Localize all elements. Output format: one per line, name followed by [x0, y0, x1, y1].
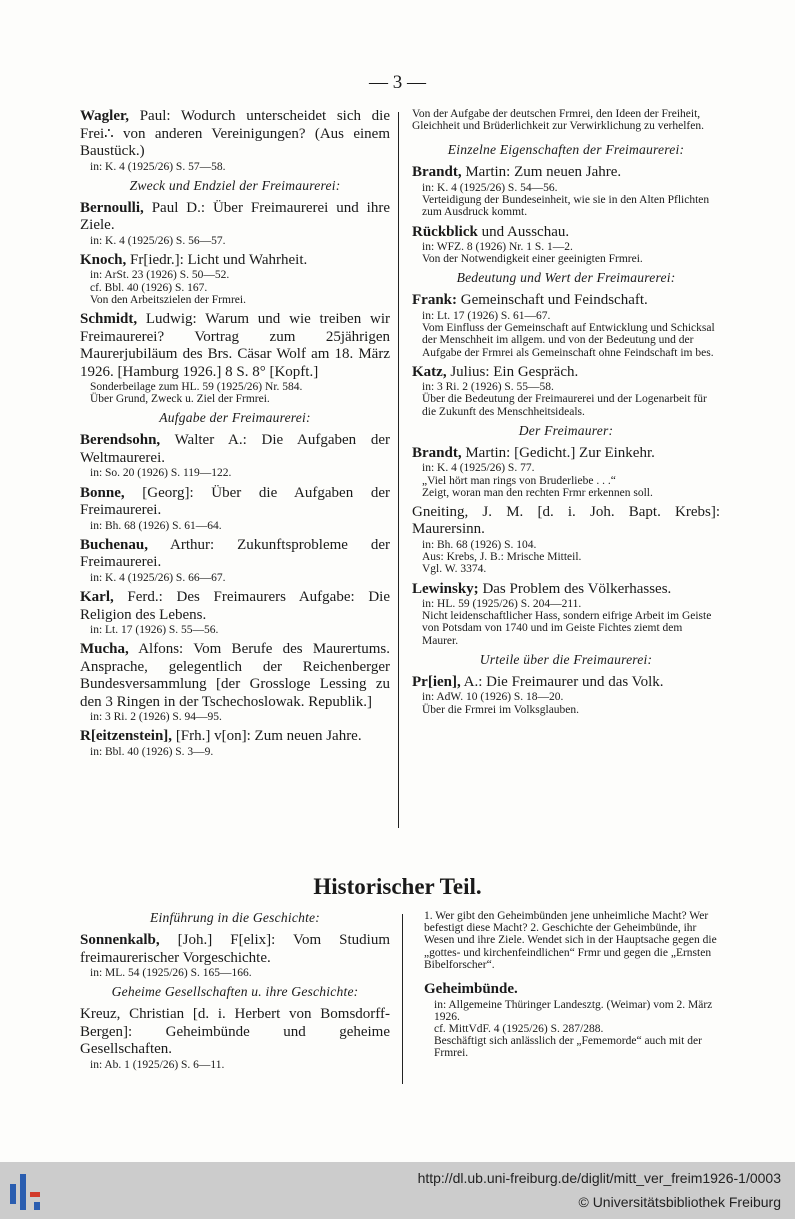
entry-title: Gneiting, J. M. [d. i. Joh. Bapt. Krebs]: Maurersinn.	[412, 503, 720, 538]
section-subheading: Geheime Gesellschaften u. ihre Geschichte:	[111, 984, 359, 1000]
section-subheading: Aufgabe der Freimaurerei:	[159, 410, 311, 426]
author-name: Lewinsky;	[412, 580, 479, 597]
entry-detail: in: So. 20 (1926) S. 119—122.	[90, 467, 232, 480]
section-subheading: Bedeutung und Wert der Freimaurerei:	[456, 270, 676, 286]
author-name: Rückblick	[412, 223, 478, 240]
entry-title: [Georg]: Über die Aufgaben der Freimaurerei.	[80, 484, 390, 519]
bibliography-entry	[424, 981, 720, 1060]
bibliography-entry	[80, 1006, 390, 1071]
bibliography-entry	[412, 224, 720, 266]
entry-heading	[412, 364, 720, 382]
entry-detail: Aus: Krebs, J. B.: Mrische Mitteil.	[422, 551, 582, 564]
entry-detail: in: K. 4 (1925/26) S. 66—67.	[90, 571, 226, 584]
entry-detail: in: Ab. 1 (1925/26) S. 6—11.	[90, 1058, 225, 1071]
entry-detail: in: ML. 54 (1925/26) S. 165—166.	[90, 967, 252, 979]
entry-title: und Ausschau.	[477, 223, 570, 240]
entry-title: Ludwig: Warum und wie treiben wir Freimaurerei? Vortrag zum 25jährigen Maurerjubiläum des Brs. Cäsar Wolf am 18. März 1926. [Hamburg 1926.] 8 S. 8° [Kopft.]	[80, 311, 390, 380]
entry-detail: Zeigt, woran man den rechten Frmr erkennen soll.	[422, 486, 653, 499]
column-divider-top	[398, 112, 399, 828]
entry-detail: in: Lt. 17 (1926) S. 61—67.	[422, 309, 551, 322]
bibliography-entry	[412, 292, 720, 358]
entry-heading	[80, 252, 390, 270]
entry-title: Paul: Wodurch unterscheidet sich die Frei∴ von anderen Vereinigungen? (Aus einem Baustück.)	[80, 108, 390, 159]
entry-heading	[412, 164, 720, 182]
bibliography-entry	[412, 504, 720, 576]
bibliography-entry	[80, 641, 390, 723]
entry-detail: in: ArSt. 23 (1926) S. 50—52.	[90, 269, 230, 282]
entry-heading	[80, 200, 390, 235]
entry-detail: cf. Bbl. 40 (1926) S. 167.	[90, 281, 208, 294]
footer-bar	[0, 1162, 795, 1219]
entry-detail: in: Lt. 17 (1926) S. 55—56.	[90, 624, 219, 637]
entry-heading	[412, 292, 720, 310]
author-name: Pr[ien],	[412, 673, 461, 690]
author-name: Bonne,	[80, 484, 125, 501]
author-name: Brandt,	[412, 444, 462, 461]
entry-detail: in: 3 Ri. 2 (1926) S. 94—95.	[90, 711, 222, 724]
entry-title: Walter A.: Die Aufgaben der Weltmaurerei.	[80, 432, 390, 466]
bibliography-entry	[80, 108, 390, 173]
author-name: Wagler,	[80, 108, 130, 124]
bibliography-entry	[80, 432, 390, 479]
section-heading: Historischer Teil.	[313, 874, 482, 899]
entry-detail: in: AdW. 10 (1926) S. 18—20.	[422, 691, 564, 704]
entry-title: Gemeinschaft und Feindschaft.	[457, 292, 648, 309]
entry-detail: Vgl. W. 3374.	[422, 563, 487, 576]
entry-heading	[80, 537, 390, 572]
bibliography-entry	[80, 311, 390, 405]
entry-title: Martin: Zum neuen Jahre.	[461, 164, 622, 181]
entry-title: Fr[iedr.]: Licht und Wahrheit.	[126, 251, 308, 268]
entry-detail: Über Grund, Zweck u. Ziel der Frmrei.	[90, 393, 270, 406]
bibliography-entry	[412, 674, 720, 716]
entry-detail: Von der Notwendigkeit einer geeinigten Frmrei.	[422, 253, 643, 266]
copyright-text: © Universitätsbibliothek Freiburg	[578, 1194, 781, 1210]
entry-title: Julius: Ein Gespräch.	[446, 363, 579, 380]
bibliography-entry	[412, 364, 720, 418]
entry-detail: in: Bh. 68 (1926) S. 61—64.	[90, 519, 222, 532]
entry-title: Das Problem des Völkerhasses.	[478, 580, 672, 597]
bibliography-entry	[412, 445, 720, 499]
entry-heading	[80, 728, 390, 746]
right-column-top	[412, 108, 720, 721]
library-logo-icon	[8, 1172, 48, 1212]
annotation-text: 1. Wer gibt den Geheimbünden jene unheimliche Macht? Wer befestigt diese Macht? 2. Geschichte der Geheimbünde, ihr Wesen und ihre Ziele. Wendet sich in der Hauptsache gegen die „gottes- und kirchenfeindlichen“ Frmr und gegen die „Ernsten Bibelforscher“.	[424, 910, 717, 971]
author-name: Mucha,	[80, 641, 129, 658]
column-divider-bottom	[402, 914, 403, 1084]
annotation-text: Von der Aufgabe der deutschen Frmrei, den Ideen der Freiheit, Gleichheit und Brüderlichkeit zur Verwirklichung zu verhelfen.	[412, 108, 704, 133]
entry-heading	[412, 224, 720, 242]
entry-heading	[424, 981, 720, 999]
author-name: Karl,	[80, 589, 114, 606]
entry-detail: in: WFZ. 8 (1926) Nr. 1 S. 1—2.	[422, 241, 573, 254]
page-number: — 3 —	[369, 72, 426, 93]
entry-detail: „Viel hört man rings von Bruderliebe . . .“	[422, 474, 616, 487]
entry-heading	[80, 311, 390, 381]
author-name: Sonnenkalb,	[80, 932, 160, 948]
entry-detail: Sonderbeilage zum HL. 59 (1925/26) Nr. 584.	[90, 381, 303, 394]
entry-detail: Vom Einfluss der Gemeinschaft auf Entwicklung und Schicksal der Menschheit im allgem. und von der Bedeutung und der Aufgabe der Frmrei als Gemeinschaft ohne Feindschaft im bes.	[422, 322, 715, 359]
entry-detail: in: K. 4 (1925/26) S. 54—56.	[422, 181, 558, 194]
entry-title: Alfons: Vom Berufe des Maurertums. Ansprache, gelegentlich der Reichenberger Bundesversammlung [der Grossloge Lessing zu den 3 Ringen in der Tschechoslowak. Republik.]	[80, 641, 390, 710]
entry-detail: Von den Arbeitszielen der Frmrei.	[90, 293, 246, 306]
entry-detail: in: Bbl. 40 (1926) S. 3—9.	[90, 745, 214, 758]
entry-heading	[80, 589, 390, 624]
bibliography-entry	[80, 537, 390, 584]
bibliography-entry	[80, 589, 390, 636]
entry-detail: Über die Frmrei im Volksglauben.	[422, 703, 580, 716]
entry-heading	[80, 932, 390, 967]
entry-detail: Verteidigung der Bundeseinheit, wie sie in den Alten Pflichten zum Ausdruck kommt.	[422, 194, 710, 219]
author-name: Knoch,	[80, 251, 127, 268]
entry-title: [Joh.] F[elix]: Vom Studium freimaurerischer Vorgeschichte.	[80, 932, 390, 966]
entry-heading	[412, 445, 720, 463]
section-subheading: Der Freimaurer:	[518, 422, 614, 438]
bibliography-entry	[412, 581, 720, 647]
section-subheading: Zweck und Endziel der Freimaurerei:	[129, 177, 341, 193]
author-name: Bernoulli,	[80, 199, 144, 216]
entry-heading	[80, 641, 390, 711]
author-name: Buchenau,	[80, 536, 148, 553]
entry-detail: in: K. 4 (1925/26) S. 77.	[422, 462, 535, 475]
entry-title: Arthur: Zukunftsprobleme der Freimaurerei.	[80, 536, 390, 571]
author-name: R[eitzenstein],	[80, 728, 173, 745]
section-subheading: Einführung in die Geschichte:	[149, 910, 321, 925]
entry-detail: Über die Bedeutung der Freimaurerei und der Logenarbeit für die Zukunft des Menschheitsideals.	[422, 393, 707, 418]
author-name: Schmidt,	[80, 311, 138, 328]
bibliography-entry	[80, 932, 390, 979]
entry-title: Martin: [Gedicht.] Zur Einkehr.	[461, 444, 655, 461]
entry-detail: Beschäftigt sich anlässlich der „Fememorde“ auch mit der Frmrei.	[434, 1035, 702, 1060]
entry-heading	[412, 674, 720, 692]
right-column-bottom	[424, 910, 720, 1065]
entry-title: Kreuz, Christian [d. i. Herbert von Bomsdorff-Bergen]: Geheimbünde und geheime Gesellschaften.	[80, 1006, 390, 1058]
bibliography-entry	[80, 485, 390, 532]
entry-title: Paul D.: Über Freimaurerei und ihre Ziele.	[80, 199, 390, 234]
section-subheading: Urteile über die Freimaurerei:	[479, 651, 653, 667]
left-column-bottom	[80, 910, 390, 1076]
entry-detail: Nicht leidenschaftlicher Hass, sondern eifrige Arbeit im Geiste von Potsdam von 1740 und im Geiste Fichtes ziemt dem Maurer.	[422, 610, 712, 647]
entry-heading	[80, 485, 390, 520]
author-name: Brandt,	[412, 164, 462, 181]
author-name: Katz,	[412, 363, 447, 380]
entry-detail: in: K. 4 (1925/26) S. 56—57.	[90, 234, 226, 247]
entry-detail: in: K. 4 (1925/26) S. 57—58.	[90, 160, 226, 173]
section-subheading: Einzelne Eigenschaften der Freimaurerei:	[447, 142, 685, 158]
entry-title: A.: Die Freimaurer und das Volk.	[460, 673, 664, 690]
entry-heading	[80, 432, 390, 467]
author-name: Geheimbünde.	[424, 981, 518, 998]
entry-detail: in: Allgemeine Thüringer Landesztg. (Weimar) vom 2. März 1926.	[434, 998, 713, 1023]
entry-title: [Frh.] v[on]: Zum neuen Jahre.	[172, 728, 362, 745]
entry-heading	[80, 108, 390, 161]
entry-heading	[80, 1006, 390, 1059]
entry-detail: in: HL. 59 (1925/26) S. 204—211.	[422, 598, 582, 611]
bibliography-entry	[80, 200, 390, 247]
entry-detail: in: Bh. 68 (1926) S. 104.	[422, 538, 537, 551]
entry-heading	[412, 504, 720, 539]
left-column-top	[80, 108, 390, 763]
entry-detail: cf. MittVdF. 4 (1925/26) S. 287/288.	[434, 1022, 604, 1035]
bibliography-entry	[80, 728, 390, 758]
entry-title: Ferd.: Des Freimaurers Aufgabe: Die Religion des Lebens.	[80, 589, 390, 623]
source-url-link[interactable]: http://dl.ub.uni-freiburg.de/diglit/mitt_ver_freim1926-1/0003	[417, 1170, 781, 1186]
entry-heading	[412, 581, 720, 599]
author-name: Frank:	[412, 292, 457, 309]
bibliography-entry	[412, 164, 720, 218]
entry-detail: in: 3 Ri. 2 (1926) S. 55—58.	[422, 381, 554, 394]
author-name: Berendsohn,	[80, 432, 161, 449]
bibliography-entry	[80, 252, 390, 306]
